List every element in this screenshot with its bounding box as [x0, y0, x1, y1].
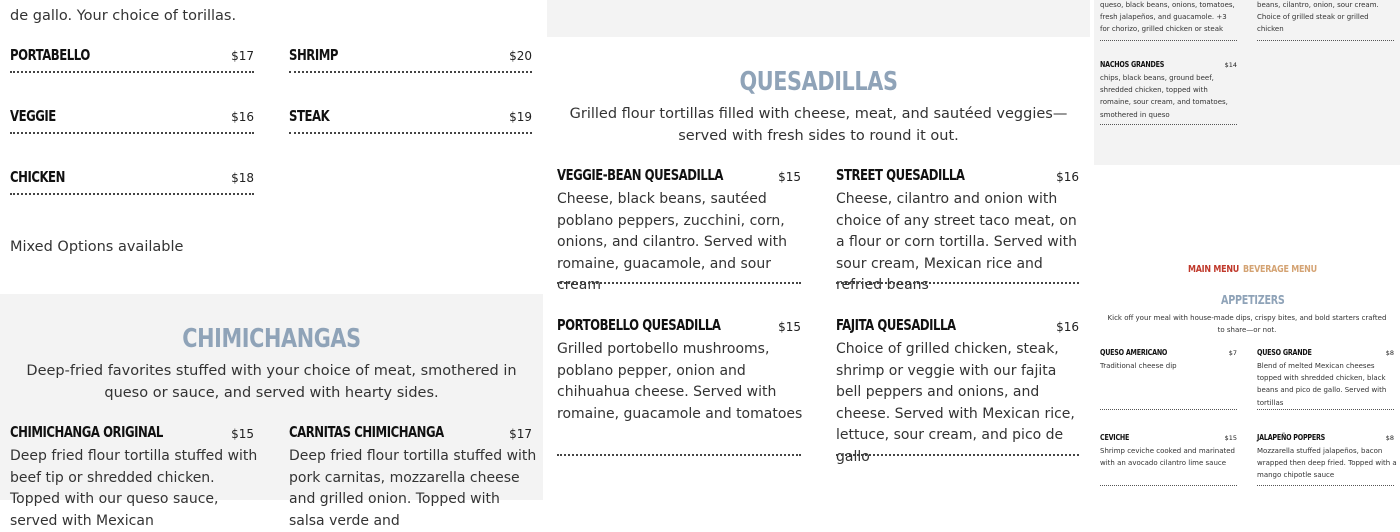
menu-item-price: $19 [509, 110, 532, 124]
menu-item-price: $18 [231, 171, 254, 185]
mini-item-price: $8 [1385, 349, 1394, 357]
dotted-divider [1100, 40, 1237, 41]
dotted-divider [1100, 409, 1237, 410]
menu-item-price: $17 [231, 49, 254, 63]
section-description: Deep-fried favorites stuffed with your choice of meat, smothered in queso or sauce, and served with hearty sides. [26, 363, 517, 401]
menu-item-price: $17 [509, 427, 532, 441]
intro-line: de gallo. Your choice of torillas. [10, 8, 237, 24]
menu-item-price: $15 [231, 427, 254, 441]
dotted-divider [836, 282, 1079, 284]
mini-item-name: QUESO AMERICANO [1100, 348, 1168, 357]
quesadillas-section [547, 37, 1090, 500]
menu-item-name: CHICKEN [10, 168, 65, 186]
section-description: Grilled flour tortillas filled with cheese, meat, and sautéed veggies—served with fresh sides to round it out. [569, 106, 1068, 144]
menu-item-name: STEAK [289, 107, 330, 125]
mini-item-name: JALAPEÑO POPPERS [1257, 433, 1326, 442]
dotted-divider [836, 454, 1079, 456]
menu-item-name: PORTABELLO [10, 46, 90, 64]
menu-item-name: VEGGIE [10, 107, 56, 125]
menu-item-price: $15 [778, 170, 801, 184]
section-title: QUESADILLAS [739, 67, 898, 97]
mixed-options-note: Mixed Options available [10, 239, 184, 255]
menu-item-name: PORTOBELLO QUESADILLA [557, 316, 721, 334]
mini-item-name: NACHOS GRANDES [1100, 60, 1165, 69]
menu-item-name: FAJITA QUESADILLA [836, 316, 956, 334]
dotted-divider [10, 132, 254, 134]
mini-item-description: queso, black beans, onions, tomatoes, fresh jalapeños, and guacamole. +3 for chorizo, grilled chicken or steak [1100, 1, 1235, 34]
menu-item-name: SHRIMP [289, 46, 338, 64]
mini-item-price: $15 [1224, 434, 1237, 442]
nav-beverage-menu[interactable]: BEVERAGE MENU [1243, 264, 1317, 275]
menu-item-description: Deep fried flour tortilla stuffed with pork carnitas, mozzarella cheese and grilled onion. Topped with salsa verde and [289, 448, 537, 529]
menu-item-price: $16 [231, 110, 254, 124]
menu-item-price: $20 [509, 49, 532, 63]
dotted-divider [1257, 40, 1394, 41]
menu-item-description: Choice of grilled chicken, steak, shrimp or veggie with our fajita bell peppers and onions, and cheese. Served with Mexican rice, lettuce, sour cream, and pico de gallo [836, 341, 1075, 465]
menu-item-name: VEGGIE-BEAN QUESADILLA [557, 166, 723, 184]
nav-main-menu[interactable]: MAIN MENU [1188, 264, 1240, 275]
dotted-divider [1100, 485, 1237, 486]
fillings-panel [0, 0, 543, 294]
gray-band [547, 0, 1090, 37]
mini-item-description: Traditional cheese dip [1100, 362, 1177, 370]
menu-item-price: $16 [1056, 320, 1079, 334]
section-title: CHIMICHANGAS [182, 324, 361, 354]
menu-item-name: STREET QUESADILLA [836, 166, 965, 184]
mini-item-description: Shrimp ceviche cooked and marinated with an avocado cilantro lime sauce [1100, 447, 1235, 468]
mini-item-description: Mozzarella stuffed jalapeños, bacon wrapped then deep fried. Topped with a mango chipotle sauce [1257, 447, 1397, 480]
chimichangas-section [0, 294, 543, 529]
dotted-divider [1257, 485, 1394, 486]
dotted-divider [1100, 124, 1237, 125]
menu-item-price: $15 [778, 320, 801, 334]
menu-item-description: Cheese, cilantro and onion with choice of any street taco meat, on a flour or corn tortilla. Served with sour cream, Mexican rice and refried beans [836, 191, 1078, 293]
mini-item-description: beans, cilantro, onion, sour cream. Choice of grilled steak or grilled chicken [1257, 1, 1379, 34]
mini-item-name: QUESO GRANDE [1257, 348, 1312, 357]
dotted-divider [557, 282, 801, 284]
mini-item-price: $8 [1385, 434, 1394, 442]
mini-section-title: APPETIZERS [1221, 293, 1285, 307]
dotted-divider [289, 71, 532, 73]
mini-page-top [1094, 0, 1400, 165]
menu-item-name: CARNITAS CHIMICHANGA [289, 423, 444, 441]
mini-item-name: CEVICHE [1100, 433, 1130, 442]
dotted-divider [10, 71, 254, 73]
menu-item-description: Cheese, black beans, sautéed poblano peppers, zucchini, corn, onions, and cilantro. Served with romaine, guacamole, and sour cream [557, 191, 788, 293]
dotted-divider [1257, 409, 1394, 410]
menu-item-description: Grilled portobello mushrooms, poblano pepper, onion and chihuahua cheese. Served with romaine, guacamole and tomatoes [557, 341, 803, 422]
dotted-divider [557, 454, 801, 456]
mini-item-description: chips, black beans, ground beef, shredded chicken, topped with romaine, sour cream, and tomatoes, smothered in queso [1100, 74, 1228, 119]
menu-item-name: CHIMICHANGA ORIGINAL [10, 423, 163, 441]
dotted-divider [10, 193, 254, 195]
mini-section-description: Kick off your meal with house-made dips, crispy bites, and bold starters crafted to share—or not. [1107, 314, 1387, 335]
dotted-divider [289, 132, 532, 134]
menu-item-price: $16 [1056, 170, 1079, 184]
mini-item-price: $14 [1224, 61, 1237, 69]
menu-item-description: Deep fried flour tortilla stuffed with beef tip or shredded chicken. Topped with our queso sauce, served with Mexican [10, 448, 258, 529]
mini-item-description: Blend of melted Mexican cheeses topped with shredded chicken, black beans and pico de gallo. Served with tortillas [1257, 362, 1387, 407]
mini-page-bottom [1094, 165, 1400, 500]
mini-item-price: $7 [1228, 349, 1237, 357]
